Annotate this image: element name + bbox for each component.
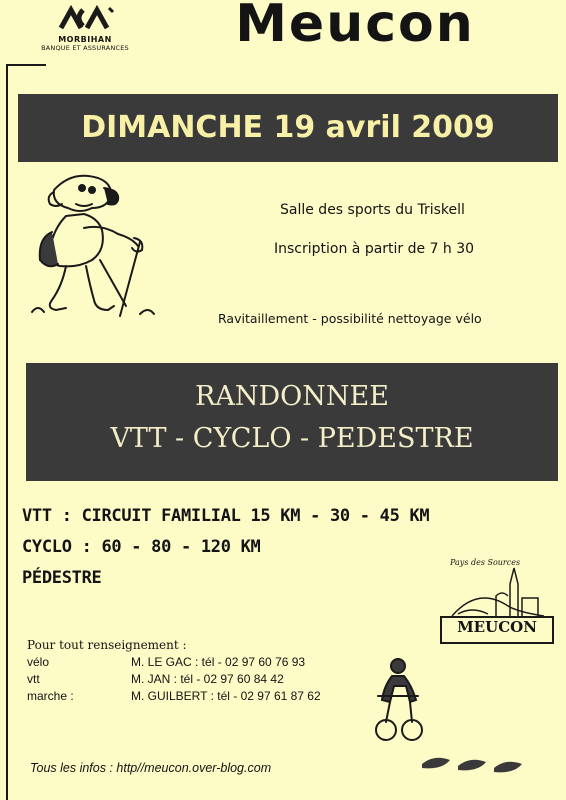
date-banner <box>18 94 558 162</box>
contact-label: vtt <box>27 672 40 686</box>
circuit-cyclo: CYCLO : 60 - 80 - 120 KM <box>22 537 261 557</box>
contact-name: M. LE GAC : tél - 02 97 60 76 93 <box>131 655 306 669</box>
badge-name: MEUCON <box>457 618 537 636</box>
meucon-badge <box>440 556 552 642</box>
infos-footer: Tous les infos : http//meucon.over-blog.com <box>30 761 272 775</box>
randonnee-subtitle: VTT - CYCLO - PEDESTRE <box>110 423 474 454</box>
badge-arc-text: Pays des Sources <box>450 558 521 567</box>
circuit-pedestre: PÉDESTRE <box>22 568 102 588</box>
contact-heading: Pour tout renseignement : <box>27 638 187 652</box>
contact-label: marche : <box>27 689 74 703</box>
logo-line-2: BANQUE ET ASSURANCES <box>41 44 129 52</box>
logo-line-1: MORBIHAN <box>58 35 112 44</box>
contact-name: M. GUILBERT : tél - 02 97 61 87 62 <box>131 689 321 703</box>
cyclist-illustration <box>366 656 428 744</box>
town-skyline-icon <box>448 566 548 618</box>
date-banner-text: DIMANCHE 19 avril 2009 <box>81 110 495 145</box>
inscription-text: Inscription à partir de 7 h 30 <box>274 241 475 257</box>
contact-label: vélo <box>27 655 50 669</box>
page-title: Meucon <box>235 0 475 54</box>
frame-line-left <box>6 64 8 800</box>
randonnee-banner <box>26 363 558 481</box>
decorative-arrows-icon <box>420 752 532 774</box>
ca-logo-icon <box>53 4 117 34</box>
ravitaillement-text: Ravitaillement - possibilité nettoyage vélo <box>218 311 482 326</box>
circuit-vtt: VTT : CIRCUIT FAMILIAL 15 KM - 30 - 45 KM <box>22 506 430 526</box>
randonnee-title: RANDONNEE <box>195 381 389 412</box>
contact-name: M. JAN : tél - 02 97 60 84 42 <box>131 672 284 686</box>
hiker-dog-illustration <box>22 168 157 320</box>
venue-text: Salle des sports du Triskell <box>280 202 465 218</box>
bank-logo <box>40 4 130 66</box>
